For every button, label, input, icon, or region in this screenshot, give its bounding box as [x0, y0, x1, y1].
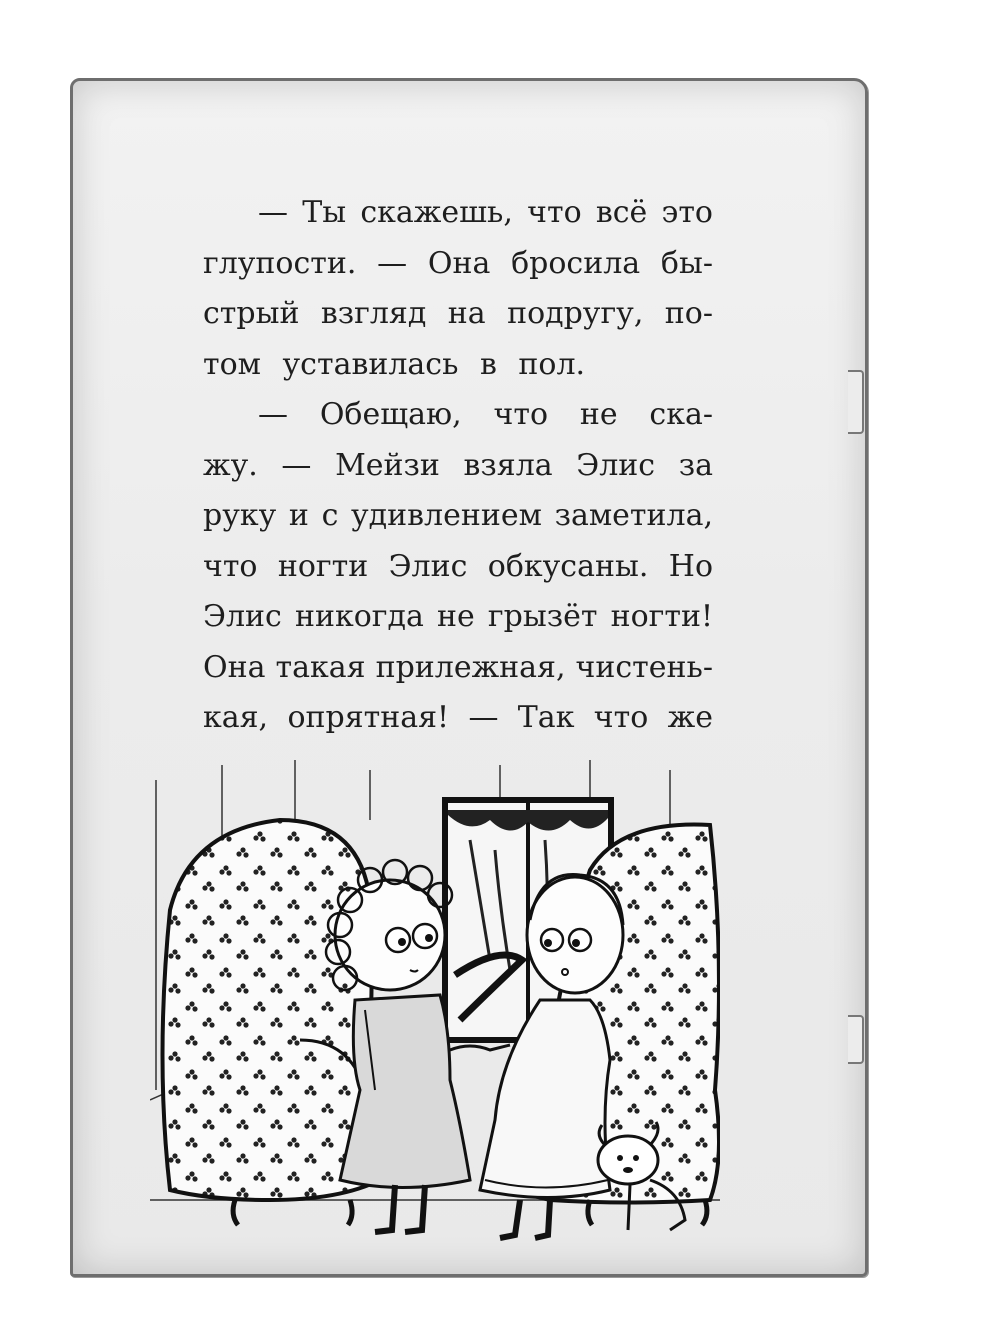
text-line: руку и с удивлением заметила,	[203, 498, 713, 533]
page-text	[203, 188, 713, 744]
text-line: Она такая прилежная, чистень-	[203, 649, 713, 685]
paper-edge-tab	[848, 370, 864, 434]
holding-hands	[450, 1045, 510, 1050]
text-line: — Обещаю, что не ска-	[258, 397, 713, 432]
text-line: стрый взгляд на подругу, по-	[203, 296, 713, 331]
text-line: глупости. — Она бросила бы-	[203, 245, 713, 281]
two-girls-in-armchairs-icon	[150, 760, 720, 1260]
text-line: кая, опрятная! — Так что же	[203, 700, 713, 735]
text-line: жу. — Мейзи взяла Элис за	[203, 447, 713, 483]
text-line: Элис никогда не грызёт ногти!	[203, 599, 713, 634]
text-line: — Ты скажешь, что всё это	[258, 195, 713, 230]
paper-edge-tab	[848, 1015, 864, 1064]
text-line: что ногти Элис обкусаны. Но	[203, 548, 713, 584]
text-line: том уставилась в пол.	[203, 346, 586, 382]
